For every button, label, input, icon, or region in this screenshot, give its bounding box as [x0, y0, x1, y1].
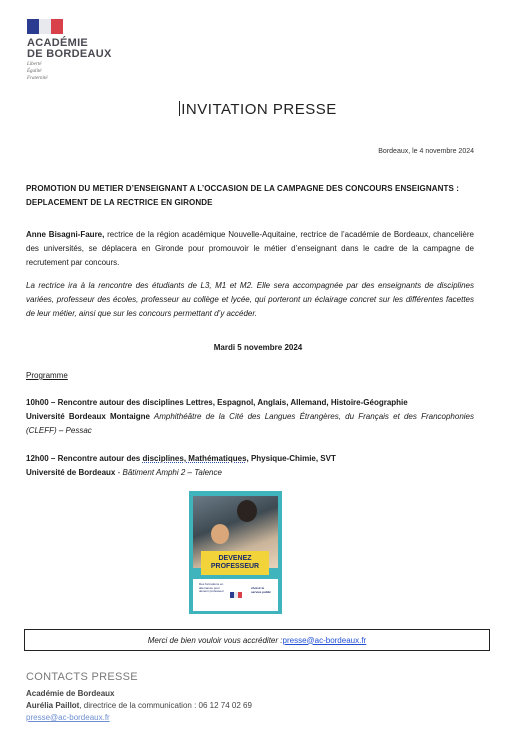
slot1: [26, 396, 474, 438]
event-date: Mardi 5 novembre 2024: [213, 343, 303, 352]
programme-label: Programme: [26, 371, 68, 380]
slot2-heading-post: , Physique-Chimie, SVT: [246, 454, 336, 463]
poster-foot-right: choisir le service public: [251, 586, 272, 594]
motto-egalite: Égalité: [27, 69, 42, 74]
title-text: INVITATION PRESSE: [181, 101, 337, 118]
marianne-flag-logo: [27, 19, 63, 34]
slot1-heading: 10h00 – Rencontre autour des disciplines Lettres, Espagnol, Anglais, Allemand, Histoire-Géographie: [26, 398, 408, 407]
subject-heading: PROMOTION DU METIER D’ENSEIGNANT A L’OCCASION DE LA CAMPAGNE DES CONCOURS ENSEIGNANTS : DEPLACEMENT DE LA RECTRICE EN GIRONDE: [26, 184, 460, 207]
contacts-title: CONTACTS PRESSE: [26, 671, 138, 683]
accreditation-email-link[interactable]: presse@ac-bordeaux.fr: [282, 635, 367, 645]
contact-person: Aurélia Paillot: [26, 701, 80, 710]
document-date: Bordeaux, le 4 novembre 2024: [378, 148, 474, 155]
intro-name: Anne Bisagni-Faure,: [26, 230, 105, 239]
poster-footer: [193, 579, 278, 611]
contact-person-line: [26, 701, 252, 710]
slot1-venue: Université Bordeaux Montaigne: [26, 412, 150, 421]
intro-text: rectrice de la région académique Nouvelle-Aquitaine, rectrice de l’académie de Bordeaux, chancelière des universités, se déplacera en Gironde pour promouvoir le métier d’enseignant dans le cadre de la campagne de recrutement par concours.: [26, 230, 474, 267]
devenez-professeur-poster: [189, 491, 282, 614]
contact-role: , directrice de la communication : 06 12 74 02 69: [79, 701, 252, 710]
poster-foot-left: Des formations en alternance pour devenir professeur: [199, 582, 224, 593]
contact-org: Académie de Bordeaux: [26, 689, 115, 698]
poster-line1: DEVENEZ: [218, 555, 252, 562]
italic-paragraph: La rectrice ira à la rencontre des étudiants de L3, M1 et M2. Elle sera accompagnée par des enseignants de disciplines variées, professeur des écoles, professeur au collège et lycée, qui porteront un éclairage concret sur les différentes facettes de leur métier, ainsi que sur les concours permettant d’y accéder.: [26, 281, 474, 318]
motto-fraternite: Fraternité: [27, 76, 48, 81]
logo-academie: ACADÉMIE: [27, 37, 89, 49]
poster-flag-icon: [230, 592, 242, 598]
accreditation-text: Merci de bien vouloir vous accréditer :: [147, 635, 283, 645]
logo-de-bordeaux: DE BORDEAUX: [27, 48, 112, 60]
slot2-sep: -: [115, 468, 123, 477]
page-title: [0, 101, 516, 118]
slot2-heading-mid: disciplines, Mathématiques: [142, 454, 247, 463]
contact-email-link[interactable]: presse@ac-bordeaux.fr: [26, 713, 110, 722]
motto-liberte: Liberté: [27, 62, 42, 67]
accreditation-box: [24, 629, 490, 651]
slot2-place: Bâtiment Amphi 2 – Talence: [122, 468, 222, 477]
slot2-venue: Université de Bordeaux: [26, 468, 116, 477]
slot1-place: Amphithéâtre de la Cité des Langues Étrangères, du Français et des Francophonies (CLEFF) – Pessac: [26, 412, 475, 435]
intro-paragraph: [26, 228, 474, 270]
poster-banner: [201, 551, 269, 575]
poster-line2: PROFESSEUR: [210, 563, 260, 570]
slot2-heading-pre: 12h00 – Rencontre autour des: [26, 454, 143, 463]
slot2: [26, 452, 474, 480]
